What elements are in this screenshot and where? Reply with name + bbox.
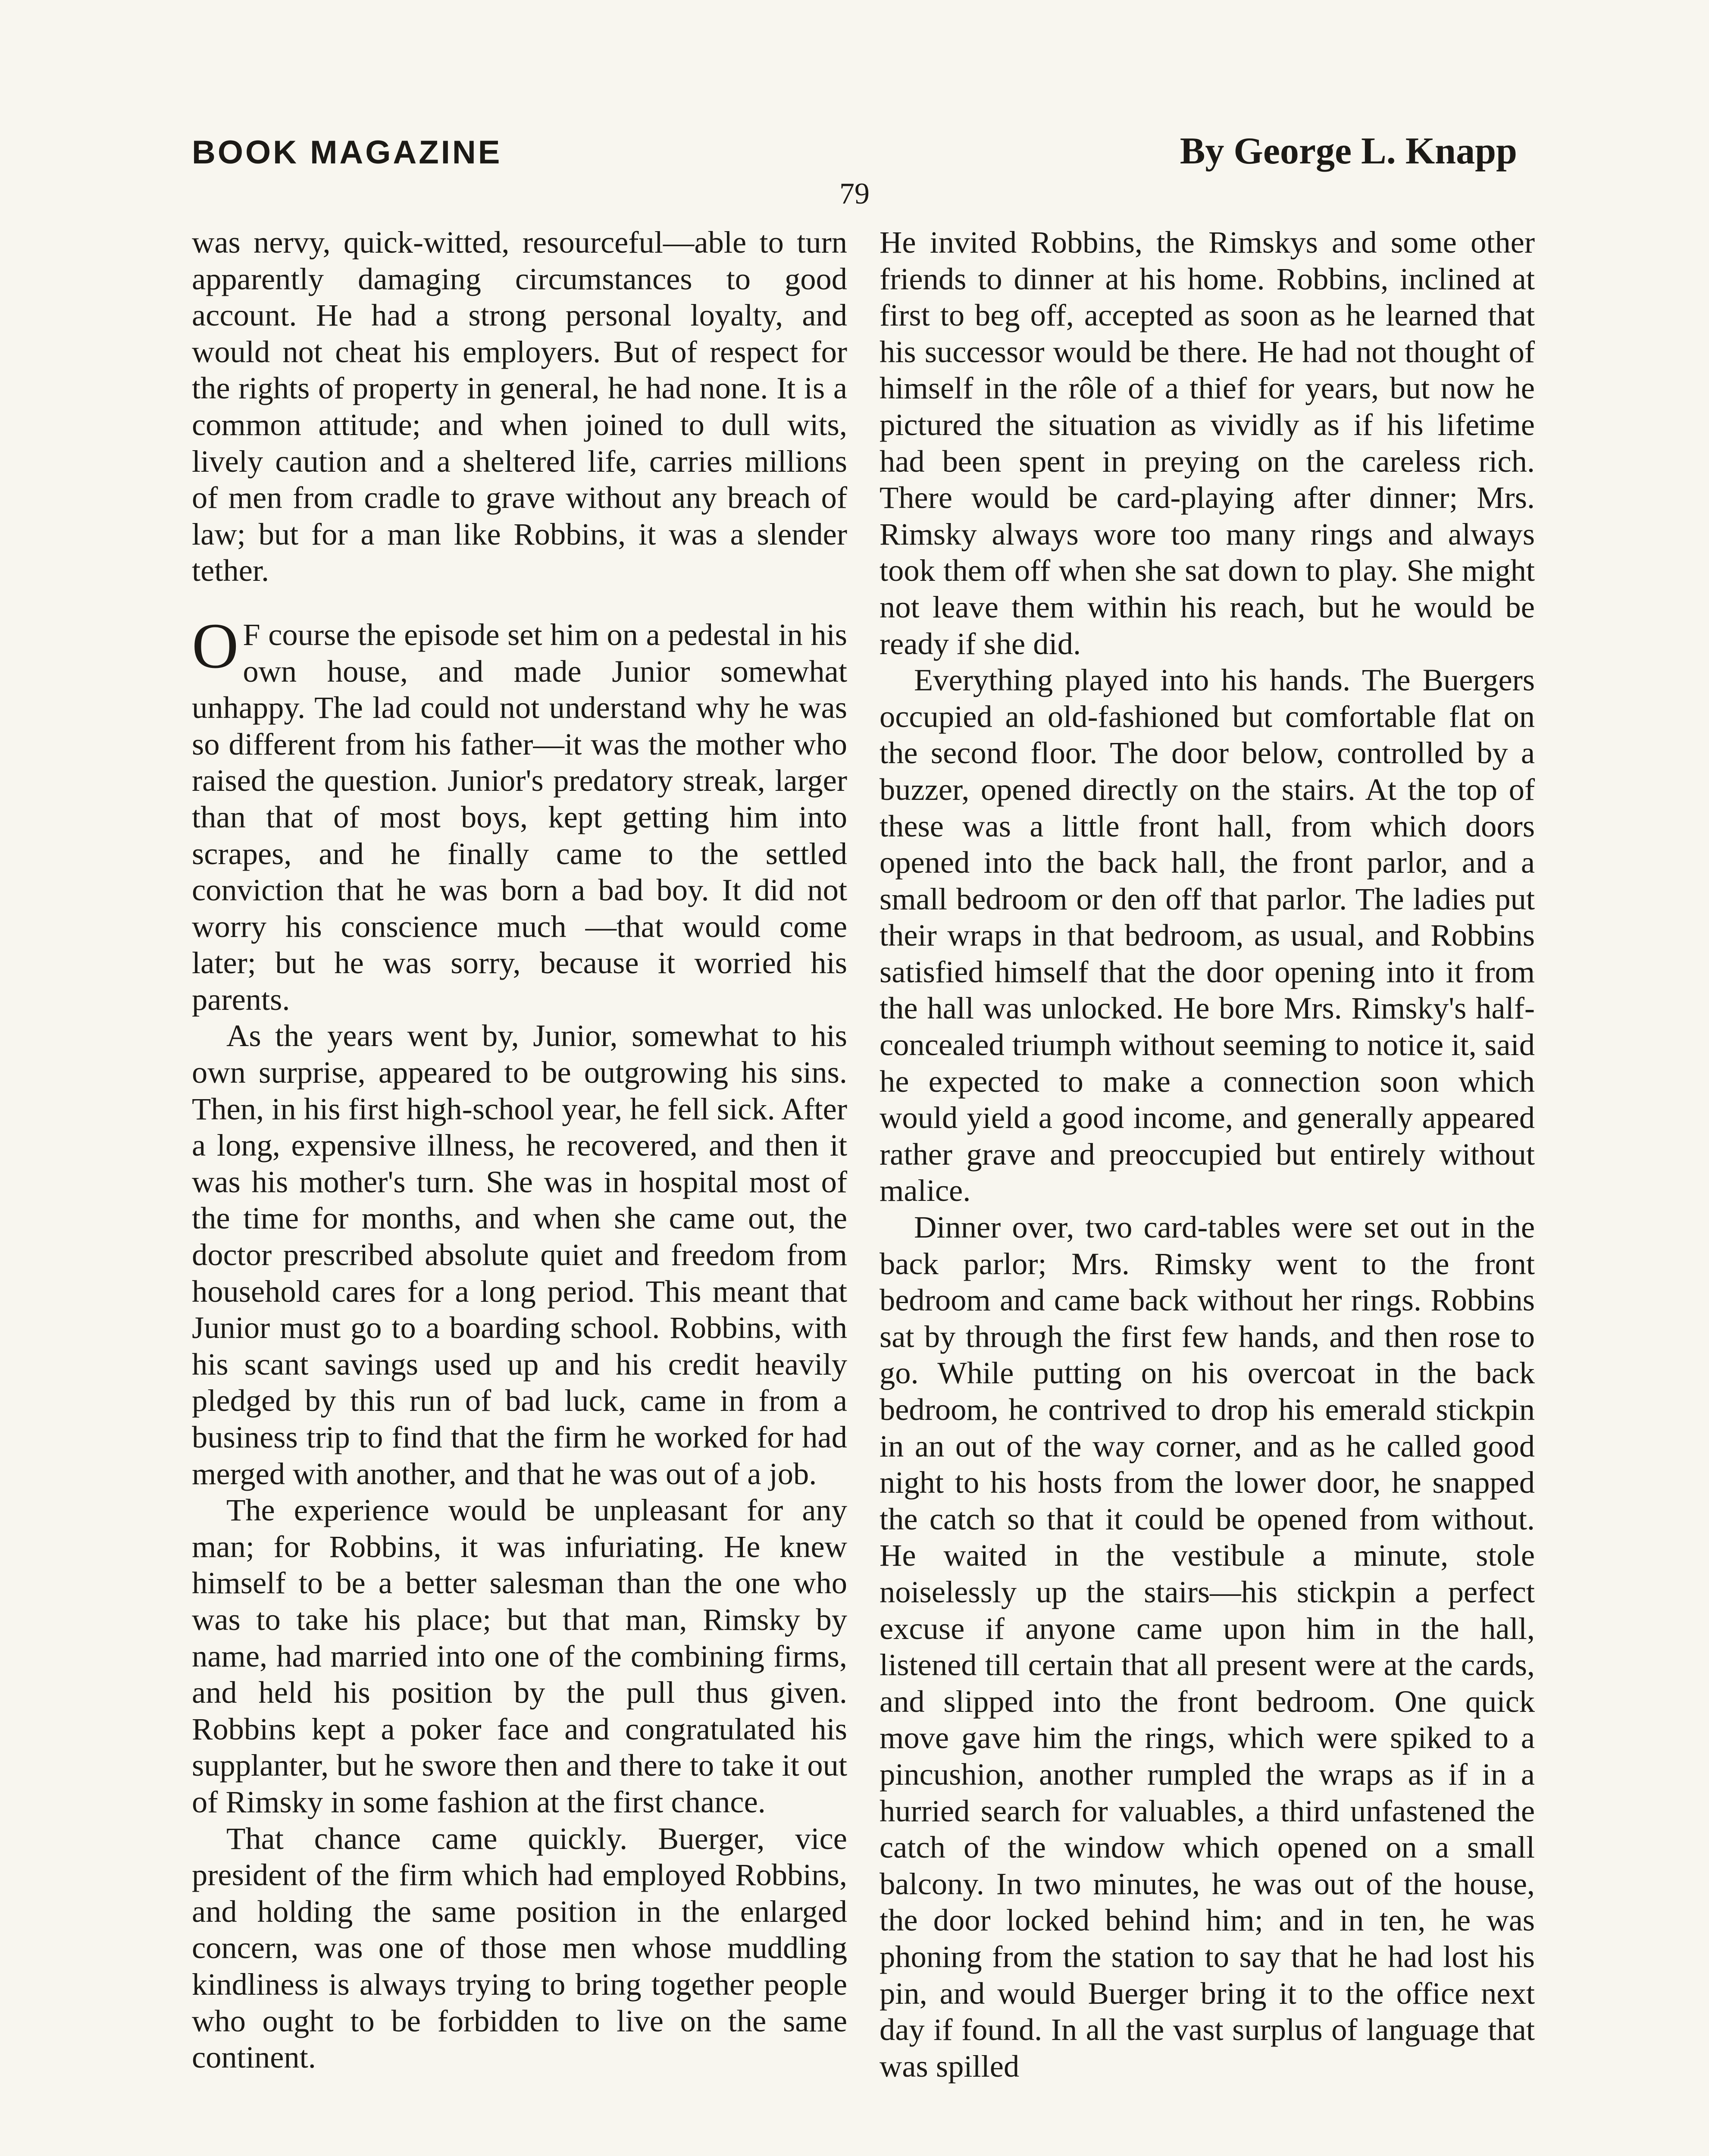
drop-cap: O xyxy=(192,610,239,682)
paragraph: As the years went by, Junior, somewhat to his own surprise, appeared to be outgrowing his sins. Then, in his first high-school year, he fell sick. After a long, expensive illness, he recovered, and then it was his mother's turn. She was in hospital most of the time for months, and when she came out, the doctor prescribed absolute quiet and freedom from household cares for a long period. This meant that Junior must go to a boarding school. Robbins, with his scant savings used up and his credit heavily pledged by this run of bad luck, came in from a business trip to find that the firm he worked for had merged with another, and that he was out of a job. xyxy=(192,1018,847,1491)
paragraph: That chance came quickly. Buerger, vice president of the firm which had employed Robbins, and holding the same position in the enlarged concern, was one of those men whose muddling kindliness is always trying to bring together people who ought to be forbidden to live on the same continent. xyxy=(192,1821,847,2075)
magazine-title: BOOK MAGAZINE xyxy=(192,134,502,171)
left-column xyxy=(192,224,847,2076)
author-byline: By George L. Knapp xyxy=(1180,130,1517,172)
paragraph: The experience would be unpleasant for any man; for Robbins, it was infuriating. He knew himself to be a better salesman than the one who was to take his place; but that man, Rimsky by name, had married into one of the combining firms, and held his position by the pull thus given. Robbins kept a poker face and congratulated his supplanter, but he swore then and there to take it out of Rimsky in some fashion at the first chance. xyxy=(192,1492,847,1819)
paragraph-text: F course the episode set him on a pedestal in his own house, and made Junior somewhat unhappy. The lad could not understand why he was so different from his father—it was the mother who raised the question. Junior's predatory streak, larger than that of most boys, kept getting him into scrapes, and he finally came to the settled conviction that he was born a bad boy. It did not worry his conscience much —that would come later; but he was sorry, because it worried his parents. xyxy=(192,617,847,1017)
paragraph: Dinner over, two card-tables were set out in the back parlor; Mrs. Rimsky went to the front bedroom and came back without her rings. Robbins sat by through the first few hands, and then rose to go. While putting on his overcoat in the back bedroom, he contrived to drop his emerald stickpin in an out of the way corner, and as he called good night to his hosts from the lower door, he snapped the catch so that it could be opened from without. He waited in the vestibule a minute, stole noiselessly up the stairs—his stickpin a perfect excuse if anyone came upon him in the hall, listened till certain that all present were at the cards, and slipped into the front bedroom. One quick move gave him the rings, which were spiked to a pincushion, another rumpled the wraps as if in a hurried search for valuables, a third unfastened the catch of the window which opened on a small balcony. In two minutes, he was out of the house, the door locked behind him; and in ten, he was phoning from the station to say that he had lost his pin, and would Buerger bring it to the office next day if found. In all the vast surplus of language that was spilled xyxy=(880,1210,1535,2084)
page-header xyxy=(192,129,1517,181)
page-number: 79 xyxy=(839,177,870,210)
paragraph: He invited Robbins, the Rimskys and some other friends to dinner at his home. Robbins, inclined at first to beg off, accepted as soon as he learned that his successor would be there. He had not thought of himself in the rôle of a thief for years, but now he pictured the situation as vividly as if his lifetime had been spent in preying on the careless rich. There would be card-playing after dinner; Mrs. Rimsky always wore too many rings and always took them off when she sat down to play. She might not leave them within his reach, but he would be ready if she did. xyxy=(880,225,1535,661)
paragraph: was nervy, quick-witted, resourceful—able to turn apparently damaging circumstances to good account. He had a strong personal loyalty, and would not cheat his employers. But of respect for the rights of property in general, he had none. It is a common attitude; and when joined to dull wits, lively caution and a sheltered life, carries millions of men from cradle to grave without any breach of law; but for a man like Robbins, it was a slender tether. xyxy=(192,225,847,588)
right-column xyxy=(880,224,1535,2084)
paragraph-with-dropcap xyxy=(192,610,847,1018)
paragraph: Everything played into his hands. The Buergers occupied an old-fashioned but comfortable flat on the second floor. The door below, controlled by a buzzer, opened directly on the stairs. At the top of these was a little front hall, from which doors opened into the back hall, the front parlor, and a small bedroom or den off that parlor. The ladies put their wraps in that bedroom, as usual, and Robbins satisfied himself that the door opening into it from the hall was unlocked. He bore Mrs. Rimsky's half-concealed triumph without seeming to notice it, said he expected to make a connection soon which would yield a good income, and generally appeared rather grave and preoccupied but entirely without malice. xyxy=(880,662,1535,1208)
